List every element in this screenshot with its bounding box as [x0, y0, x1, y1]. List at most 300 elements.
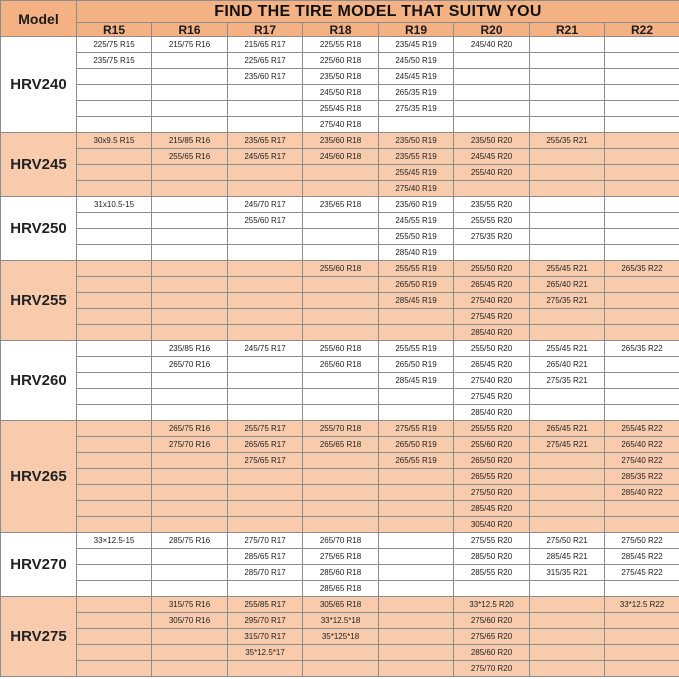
model-name-cell: HRV270	[1, 533, 77, 597]
chart-title: FIND THE TIRE MODEL THAT SUITW YOU	[77, 1, 679, 23]
tire-size-cell: 315/35 R21	[530, 565, 605, 581]
tire-size-cell	[228, 181, 303, 197]
tire-size-cell: 35*12.5*17	[228, 645, 303, 661]
model-group-hrv240	[1, 37, 679, 133]
tire-size-cell	[530, 53, 605, 69]
tire-size-cell	[77, 661, 152, 677]
tire-size-cell: 245/65 R17	[228, 149, 303, 165]
tire-size-cell	[228, 229, 303, 245]
tire-size-cell: 265/45 R20	[454, 357, 530, 373]
tire-size-cell: 285/45 R22	[605, 549, 679, 565]
tire-size-cell	[152, 69, 228, 85]
tire-size-cell: 30x9.5 R15	[77, 133, 152, 149]
tire-size-cell	[303, 229, 379, 245]
tire-size-cell: 235/75 R15	[77, 53, 152, 69]
table-row	[1, 197, 679, 213]
tire-size-cell: 275/40 R19	[379, 181, 454, 197]
tire-size-cell	[530, 245, 605, 261]
tire-size-cell	[379, 469, 454, 485]
tire-size-cell: 255/60 R17	[228, 213, 303, 229]
rim-size-header-r22: R22	[605, 23, 679, 37]
tire-size-cell: 275/40 R18	[303, 117, 379, 133]
tire-size-cell: 235/65 R17	[228, 133, 303, 149]
tire-size-cell	[303, 485, 379, 501]
tire-size-cell: 265/40 R21	[530, 277, 605, 293]
tire-size-cell	[605, 165, 679, 181]
tire-size-cell	[77, 85, 152, 101]
tire-size-cell	[379, 325, 454, 341]
tire-size-cell	[152, 181, 228, 197]
tire-size-cell	[228, 357, 303, 373]
table-row	[1, 357, 679, 373]
rim-size-header-r15: R15	[77, 23, 152, 37]
tire-size-cell	[77, 597, 152, 613]
tire-size-cell	[152, 565, 228, 581]
tire-size-cell: 265/45 R20	[454, 277, 530, 293]
tire-size-cell: 265/50 R20	[454, 453, 530, 469]
tire-size-cell	[303, 245, 379, 261]
tire-size-cell	[379, 549, 454, 565]
tire-size-cell: 275/50 R22	[605, 533, 679, 549]
tire-size-cell: 225/65 R17	[228, 53, 303, 69]
tire-size-cell: 295/70 R17	[228, 613, 303, 629]
tire-size-cell	[228, 405, 303, 421]
tire-size-cell	[605, 245, 679, 261]
tire-size-cell	[379, 389, 454, 405]
tire-size-cell	[228, 245, 303, 261]
tire-size-cell: 245/60 R18	[303, 149, 379, 165]
tire-size-cell: 255/70 R18	[303, 421, 379, 437]
tire-size-cell: 245/45 R20	[454, 149, 530, 165]
tire-size-cell	[605, 389, 679, 405]
tire-size-cell: 235/60 R19	[379, 197, 454, 213]
tire-size-cell: 265/65 R17	[228, 437, 303, 453]
tire-size-cell: 285/40 R20	[454, 325, 530, 341]
tire-size-cell	[77, 245, 152, 261]
tire-size-cell	[605, 133, 679, 149]
tire-size-cell	[530, 165, 605, 181]
tire-size-cell	[605, 517, 679, 533]
tire-size-cell: 255/60 R18	[303, 261, 379, 277]
tire-size-cell	[152, 293, 228, 309]
tire-size-cell	[152, 229, 228, 245]
tire-size-cell: 255/60 R18	[303, 341, 379, 357]
table-row	[1, 165, 679, 181]
tire-size-cell: 255/55 R20	[454, 421, 530, 437]
tire-size-cell	[228, 661, 303, 677]
tire-size-cell	[303, 453, 379, 469]
table-row	[1, 261, 679, 277]
tire-size-cell: 285/40 R22	[605, 485, 679, 501]
tire-size-cell	[228, 373, 303, 389]
tire-size-cell: 305/65 R18	[303, 597, 379, 613]
tire-size-cell: 275/40 R22	[605, 453, 679, 469]
model-group-hrv260	[1, 341, 679, 421]
tire-size-cell	[605, 661, 679, 677]
table-row	[1, 133, 679, 149]
tire-size-cell	[77, 149, 152, 165]
rim-size-header-r20: R20	[454, 23, 530, 37]
tire-size-cell: 275/60 R20	[454, 613, 530, 629]
tire-size-cell: 285/45 R19	[379, 373, 454, 389]
tire-size-cell	[605, 629, 679, 645]
tire-size-cell	[77, 421, 152, 437]
tire-size-cell	[530, 213, 605, 229]
tire-size-cell: 255/60 R20	[454, 437, 530, 453]
tire-size-cell: 265/40 R21	[530, 357, 605, 373]
tire-size-cell	[530, 37, 605, 53]
tire-size-cell: 315/75 R16	[152, 597, 228, 613]
tire-size-cell: 265/75 R16	[152, 421, 228, 437]
tire-size-cell: 285/75 R16	[152, 533, 228, 549]
tire-size-cell: 315/70 R17	[228, 629, 303, 645]
tire-size-cell	[152, 309, 228, 325]
tire-size-cell: 285/45 R19	[379, 293, 454, 309]
model-name-cell: HRV260	[1, 341, 77, 421]
tire-size-cell: 255/50 R19	[379, 229, 454, 245]
tire-size-cell	[605, 373, 679, 389]
tire-size-cell: 255/45 R19	[379, 165, 454, 181]
tire-size-cell: 225/75 R15	[77, 37, 152, 53]
tire-size-cell: 265/35 R19	[379, 85, 454, 101]
table-row	[1, 405, 679, 421]
tire-size-cell	[77, 69, 152, 85]
model-column-header: Model	[1, 1, 77, 37]
tire-size-cell	[379, 613, 454, 629]
table-row	[1, 661, 679, 677]
tire-size-cell	[605, 501, 679, 517]
tire-size-cell	[530, 645, 605, 661]
tire-size-cell	[77, 293, 152, 309]
tire-size-cell	[605, 357, 679, 373]
tire-size-cell	[77, 581, 152, 597]
tire-size-cell: 235/50 R20	[454, 133, 530, 149]
tire-size-cell	[152, 405, 228, 421]
tire-size-cell	[77, 325, 152, 341]
tire-size-cell: 255/75 R17	[228, 421, 303, 437]
tire-size-cell: 275/70 R16	[152, 437, 228, 453]
tire-size-cell	[303, 501, 379, 517]
tire-size-cell	[379, 533, 454, 549]
tire-size-cell	[77, 613, 152, 629]
model-name-cell: HRV265	[1, 421, 77, 533]
tire-size-cell: 255/55 R19	[379, 341, 454, 357]
model-name-cell: HRV240	[1, 37, 77, 133]
table-row	[1, 69, 679, 85]
table-row	[1, 149, 679, 165]
tire-size-cell	[228, 165, 303, 181]
tire-size-cell	[77, 501, 152, 517]
table-row	[1, 581, 679, 597]
tire-size-cell: 245/50 R19	[379, 53, 454, 69]
tire-size-cell: 285/60 R18	[303, 565, 379, 581]
tire-size-cell	[152, 197, 228, 213]
model-group-hrv245	[1, 133, 679, 197]
tire-size-cell	[605, 405, 679, 421]
tire-size-cell: 255/45 R22	[605, 421, 679, 437]
tire-size-cell: 265/35 R22	[605, 341, 679, 357]
table-row	[1, 341, 679, 357]
tire-size-cell: 275/35 R19	[379, 101, 454, 117]
tire-size-cell: 265/65 R18	[303, 437, 379, 453]
tire-size-cell	[605, 53, 679, 69]
table-row	[1, 245, 679, 261]
tire-size-cell	[454, 245, 530, 261]
tire-size-cell	[605, 229, 679, 245]
tire-size-cell	[77, 117, 152, 133]
tire-size-cell: 235/50 R19	[379, 133, 454, 149]
tire-size-cell	[605, 69, 679, 85]
tire-size-cell: 275/45 R20	[454, 309, 530, 325]
model-group-hrv275	[1, 597, 679, 677]
tire-size-cell	[77, 469, 152, 485]
table-row	[1, 501, 679, 517]
tire-size-cell	[530, 661, 605, 677]
tire-size-cell: 305/40 R20	[454, 517, 530, 533]
table-row	[1, 213, 679, 229]
tire-size-cell	[152, 213, 228, 229]
tire-size-cell	[303, 325, 379, 341]
tire-size-cell	[77, 373, 152, 389]
tire-size-cell: 255/45 R21	[530, 261, 605, 277]
tire-size-cell	[454, 101, 530, 117]
tire-size-cell	[152, 117, 228, 133]
table-row	[1, 53, 679, 69]
tire-size-cell: 235/60 R18	[303, 133, 379, 149]
tire-size-cell	[303, 645, 379, 661]
tire-size-cell: 285/65 R18	[303, 581, 379, 597]
tire-size-cell: 275/40 R20	[454, 293, 530, 309]
tire-size-cell: 285/40 R20	[454, 405, 530, 421]
tire-size-cell	[77, 549, 152, 565]
tire-size-cell: 255/65 R16	[152, 149, 228, 165]
tire-size-cell: 265/55 R20	[454, 469, 530, 485]
tire-size-cell	[605, 613, 679, 629]
tire-size-cell: 225/60 R18	[303, 53, 379, 69]
tire-size-cell: 255/50 R20	[454, 261, 530, 277]
tire-size-cell: 275/65 R17	[228, 453, 303, 469]
tire-size-cell	[77, 165, 152, 181]
tire-size-cell: 265/45 R21	[530, 421, 605, 437]
tire-size-cell: 275/35 R21	[530, 373, 605, 389]
tire-size-cell	[530, 229, 605, 245]
table-row	[1, 421, 679, 437]
table-row	[1, 629, 679, 645]
tire-size-cell	[77, 229, 152, 245]
tire-size-cell	[605, 277, 679, 293]
tire-size-cell: 235/60 R17	[228, 69, 303, 85]
tire-size-cell	[228, 101, 303, 117]
tire-size-cell	[303, 661, 379, 677]
tire-size-cell: 255/35 R21	[530, 133, 605, 149]
tire-size-cell	[530, 101, 605, 117]
tire-size-cell	[303, 165, 379, 181]
tire-size-cell: 285/45 R20	[454, 501, 530, 517]
table-row	[1, 453, 679, 469]
tire-size-cell	[605, 645, 679, 661]
model-name-cell: HRV245	[1, 133, 77, 197]
tire-size-cell	[152, 549, 228, 565]
tire-size-cell	[379, 629, 454, 645]
tire-size-cell: 275/35 R21	[530, 293, 605, 309]
tire-size-cell	[77, 213, 152, 229]
tire-size-cell	[605, 213, 679, 229]
tire-size-cell	[228, 261, 303, 277]
tire-size-cell	[530, 389, 605, 405]
tire-size-cell	[605, 293, 679, 309]
tire-size-cell	[530, 453, 605, 469]
tire-size-cell	[152, 469, 228, 485]
tire-size-cell: 255/45 R18	[303, 101, 379, 117]
tire-size-cell	[152, 485, 228, 501]
tire-size-cell	[77, 565, 152, 581]
tire-size-cell: 245/45 R19	[379, 69, 454, 85]
tire-size-cell	[379, 117, 454, 133]
tire-size-cell: 265/40 R22	[605, 437, 679, 453]
table-row	[1, 437, 679, 453]
tire-size-cell	[605, 149, 679, 165]
tire-size-cell: 265/70 R18	[303, 533, 379, 549]
tire-size-cell	[303, 373, 379, 389]
tire-size-cell	[152, 453, 228, 469]
tire-size-cell: 245/40 R20	[454, 37, 530, 53]
tire-size-cell	[152, 661, 228, 677]
tire-size-cell	[530, 117, 605, 133]
table-row	[1, 389, 679, 405]
tire-size-cell	[152, 501, 228, 517]
table-row	[1, 645, 679, 661]
tire-size-cell	[454, 69, 530, 85]
tire-size-cell	[77, 309, 152, 325]
table-row	[1, 117, 679, 133]
tire-size-cell: 275/70 R17	[228, 533, 303, 549]
table-row	[1, 309, 679, 325]
tire-size-cell	[77, 629, 152, 645]
tire-size-cell	[152, 165, 228, 181]
table-row	[1, 229, 679, 245]
rim-size-header-r19: R19	[379, 23, 454, 37]
tire-size-cell: 265/70 R16	[152, 357, 228, 373]
tire-size-cell	[77, 101, 152, 117]
tire-size-cell	[530, 309, 605, 325]
tire-size-cell: 275/35 R20	[454, 229, 530, 245]
tire-size-cell	[228, 485, 303, 501]
tire-size-cell	[152, 245, 228, 261]
table-row	[1, 293, 679, 309]
tire-size-cell	[77, 261, 152, 277]
tire-size-cell: 275/55 R19	[379, 421, 454, 437]
tire-size-cell	[454, 53, 530, 69]
tire-size-cell	[152, 389, 228, 405]
tire-size-cell	[77, 357, 152, 373]
table-row	[1, 101, 679, 117]
tire-size-cell	[77, 277, 152, 293]
tire-size-cell: 245/55 R19	[379, 213, 454, 229]
tire-size-cell: 265/35 R22	[605, 261, 679, 277]
table-row	[1, 613, 679, 629]
tire-size-cell	[152, 53, 228, 69]
table-row	[1, 485, 679, 501]
tire-size-cell	[228, 293, 303, 309]
tire-size-cell: 285/40 R19	[379, 245, 454, 261]
tire-size-cell	[303, 181, 379, 197]
tire-size-cell	[77, 485, 152, 501]
tire-size-cell: 285/55 R20	[454, 565, 530, 581]
tire-size-cell: 245/75 R17	[228, 341, 303, 357]
tire-size-cell: 275/50 R21	[530, 533, 605, 549]
tire-size-cell: 275/65 R20	[454, 629, 530, 645]
tire-size-cell: 275/45 R21	[530, 437, 605, 453]
tire-size-cell	[77, 437, 152, 453]
tire-size-cell: 265/60 R18	[303, 357, 379, 373]
tire-size-cell	[303, 293, 379, 309]
tire-size-cell	[152, 325, 228, 341]
table-row	[1, 549, 679, 565]
tire-size-cell	[152, 261, 228, 277]
tire-size-cell: 275/70 R20	[454, 661, 530, 677]
tire-size-cell	[228, 309, 303, 325]
tire-size-cell	[77, 517, 152, 533]
tire-size-cell	[530, 485, 605, 501]
tire-size-cell	[530, 69, 605, 85]
model-group-hrv270	[1, 533, 679, 597]
tire-size-cell: 33*12.5 R22	[605, 597, 679, 613]
table-row	[1, 85, 679, 101]
tire-size-cell	[152, 277, 228, 293]
tire-size-cell: 245/50 R18	[303, 85, 379, 101]
tire-size-cell	[379, 661, 454, 677]
tire-size-cell	[605, 581, 679, 597]
tire-size-cell	[228, 501, 303, 517]
tire-size-cell: 31x10.5-15	[77, 197, 152, 213]
table-row	[1, 533, 679, 549]
model-name-cell: HRV250	[1, 197, 77, 261]
tire-size-cell	[454, 117, 530, 133]
tire-size-cell	[530, 501, 605, 517]
tire-size-cell: 285/70 R17	[228, 565, 303, 581]
rim-size-header-r18: R18	[303, 23, 379, 37]
tire-size-cell	[530, 517, 605, 533]
table-row	[1, 565, 679, 581]
model-name-cell: HRV275	[1, 597, 77, 677]
tire-size-cell: 33×12.5-15	[77, 533, 152, 549]
tire-size-cell: 305/70 R16	[152, 613, 228, 629]
tire-size-cell: 33*12.5*18	[303, 613, 379, 629]
tire-size-cell: 33*12.5 R20	[454, 597, 530, 613]
tire-size-cell	[303, 213, 379, 229]
tire-size-cell: 275/55 R20	[454, 533, 530, 549]
tire-size-cell	[530, 613, 605, 629]
table-row	[1, 469, 679, 485]
model-name-cell: HRV255	[1, 261, 77, 341]
tire-size-cell: 285/50 R20	[454, 549, 530, 565]
tire-size-cell: 235/55 R20	[454, 197, 530, 213]
tire-size-cell: 275/45 R20	[454, 389, 530, 405]
table-row	[1, 37, 679, 53]
tire-size-cell	[379, 309, 454, 325]
tire-size-cell: 275/50 R20	[454, 485, 530, 501]
tire-size-cell: 275/40 R20	[454, 373, 530, 389]
tire-size-cell	[77, 341, 152, 357]
tire-size-cell	[303, 405, 379, 421]
tire-size-cell: 235/45 R19	[379, 37, 454, 53]
tire-size-cell: 285/35 R22	[605, 469, 679, 485]
tire-size-cell: 275/45 R22	[605, 565, 679, 581]
tire-size-cell	[77, 405, 152, 421]
tire-size-cell	[530, 181, 605, 197]
tire-size-cell	[454, 581, 530, 597]
tire-size-cell: 285/45 R21	[530, 549, 605, 565]
